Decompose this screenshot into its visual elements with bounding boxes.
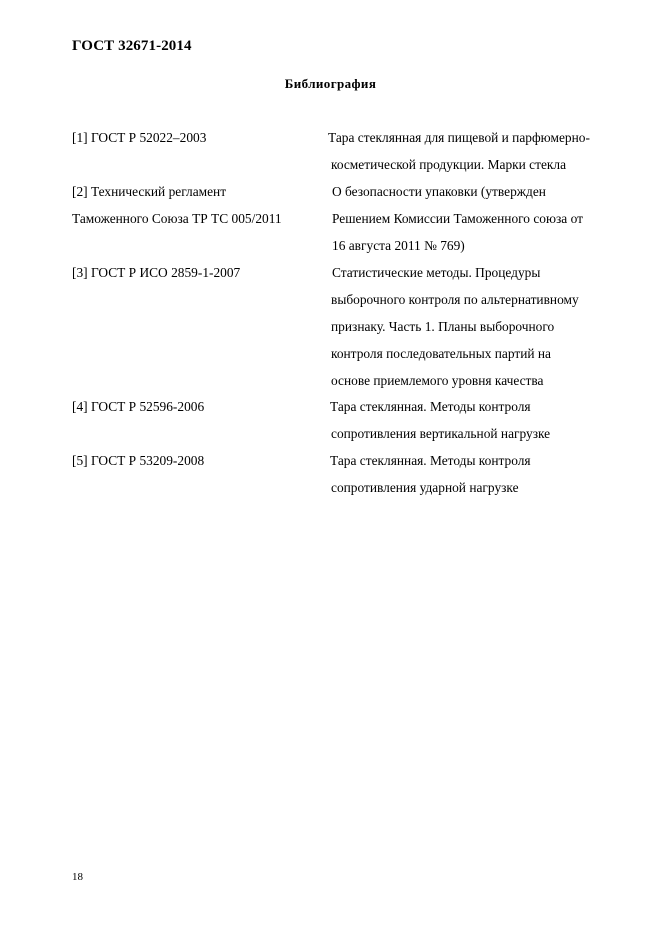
entry-description-line: О безопасности упаковки (утвержден (332, 184, 546, 199)
bibliography-title: Библиография (284, 76, 377, 91)
entry-description-line: сопротивления ударной нагрузке (331, 480, 519, 495)
entry-description-line: 16 августа 2011 № 769) (332, 238, 465, 253)
entry-description-line: Тара стеклянная для пищевой и парфюмерно- (328, 130, 590, 145)
entry-description-line: выборочного контроля по альтернативному (331, 292, 579, 307)
entry-reference: [3] ГОСТ Р ИСО 2859-1-2007 (72, 265, 241, 280)
document-code: ГОСТ 32671-2014 (72, 38, 192, 54)
page-number: 18 (72, 871, 83, 883)
entry-reference: [1] ГОСТ Р 52022–2003 (72, 130, 207, 145)
entry-reference: [4] ГОСТ Р 52596-2006 (72, 399, 205, 414)
entry-description-line: Статистические методы. Процедуры (332, 265, 541, 280)
entry-description-line: Решением Комиссии Таможенного союза от (332, 211, 583, 226)
entry-description-line: косметической продукции. Марки стекла (331, 157, 567, 172)
entry-reference-continued: Таможенного Союза ТР ТС 005/2011 (72, 211, 282, 226)
entry-description-line: Тара стеклянная. Методы контроля (330, 453, 531, 468)
entry-description-line: основе приемлемого уровня качества (331, 373, 544, 388)
entry-description-line: контроля последовательных партий на (331, 346, 552, 361)
entry-description-line: признаку. Часть 1. Планы выборочного (331, 319, 555, 334)
entry-reference: [2] Технический регламент (72, 184, 227, 199)
entry-reference: [5] ГОСТ Р 53209-2008 (72, 453, 205, 468)
entry-description-line: сопротивления вертикальной нагрузке (331, 426, 551, 441)
entry-description-line: Тара стеклянная. Методы контроля (330, 399, 531, 414)
